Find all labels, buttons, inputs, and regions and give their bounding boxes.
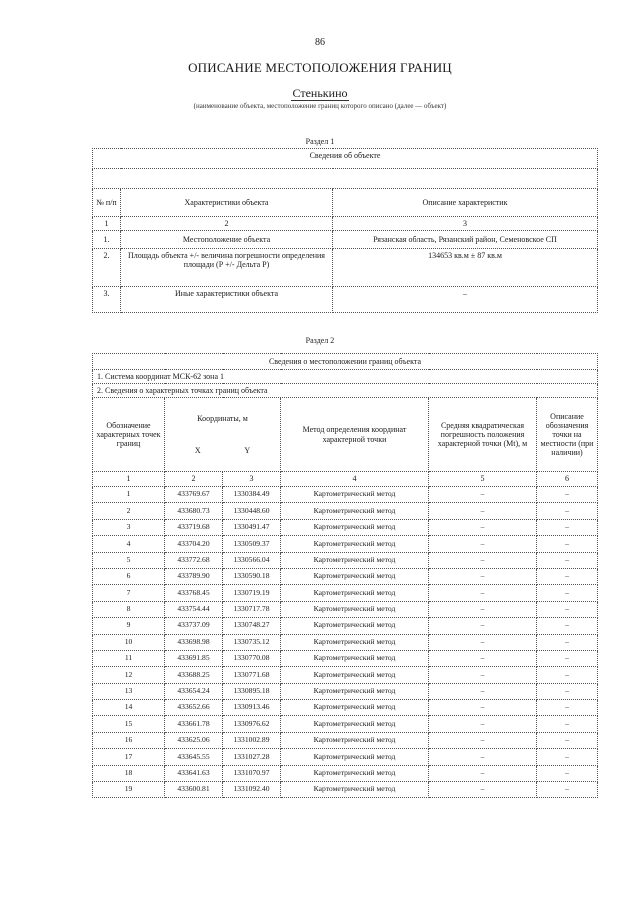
point-number-cell: 12 [93, 667, 165, 683]
point-description-cell: – [537, 700, 598, 716]
x-coordinate-cell: 433768.45 [165, 585, 223, 601]
method-cell: Картометрический метод [281, 749, 429, 765]
point-number-cell: 4 [93, 536, 165, 552]
x-coordinate-cell: 433645.55 [165, 749, 223, 765]
x-coordinate-cell: 433688.25 [165, 667, 223, 683]
point-number-cell: 10 [93, 634, 165, 650]
point-number-cell: 8 [93, 601, 165, 617]
point-description-cell: – [537, 568, 598, 584]
x-coordinate-cell: 433754.44 [165, 601, 223, 617]
error-cell: – [429, 634, 537, 650]
y-coordinate-cell: 1330509.37 [223, 536, 281, 552]
error-cell: – [429, 749, 537, 765]
x-coordinate-cell: 433719.68 [165, 519, 223, 535]
method-cell: Картометрический метод [281, 683, 429, 699]
x-coordinate-cell: 433641.63 [165, 765, 223, 781]
method-cell: Картометрический метод [281, 487, 429, 503]
point-number-cell: 5 [93, 552, 165, 568]
points-body [93, 487, 598, 798]
table-row [93, 585, 598, 601]
point-number-cell: 7 [93, 585, 165, 601]
method-cell: Картометрический метод [281, 716, 429, 732]
col-y-header: Y [244, 445, 251, 455]
point-number-cell: 17 [93, 749, 165, 765]
point-description-cell: – [537, 585, 598, 601]
table-row [93, 536, 598, 552]
point-description-cell: – [537, 519, 598, 535]
table-row [93, 700, 598, 716]
row-value: 134653 кв.м ± 87 кв.м [333, 249, 598, 287]
point-description-cell: – [537, 749, 598, 765]
section1-label: Раздел 1 [305, 137, 335, 146]
y-coordinate-cell: 1330717.78 [223, 601, 281, 617]
section2-header: Сведения о местоположении границ объекта [93, 354, 598, 370]
method-cell: Картометрический метод [281, 519, 429, 535]
point-description-cell: – [537, 601, 598, 617]
x-coordinate-cell: 433698.98 [165, 634, 223, 650]
table-row [93, 618, 598, 634]
table-row [93, 683, 598, 699]
table-row [93, 634, 598, 650]
point-description-cell: – [537, 716, 598, 732]
point-description-cell: – [537, 782, 598, 798]
method-cell: Картометрический метод [281, 552, 429, 568]
point-description-cell: – [537, 683, 598, 699]
x-coordinate-cell: 433661.78 [165, 716, 223, 732]
error-cell: – [429, 568, 537, 584]
point-number-cell: 19 [93, 782, 165, 798]
point-number-cell: 11 [93, 650, 165, 666]
y-coordinate-cell: 1330771.68 [223, 667, 281, 683]
x-coordinate-cell: 433789.90 [165, 568, 223, 584]
method-cell: Картометрический метод [281, 650, 429, 666]
col-index-3: 3 [223, 472, 281, 487]
method-cell: Картометрический метод [281, 503, 429, 519]
method-cell: Картометрический метод [281, 536, 429, 552]
col-index-2: 2 [121, 217, 333, 231]
method-cell: Картометрический метод [281, 568, 429, 584]
error-cell: – [429, 732, 537, 748]
col-point-description-header: Описание обозначения точки на местности (при наличии) [537, 398, 598, 472]
object-info-table [92, 148, 598, 313]
y-coordinate-cell: 1331002.89 [223, 732, 281, 748]
error-cell: – [429, 683, 537, 699]
point-description-cell: – [537, 765, 598, 781]
object-name [0, 86, 640, 101]
table-row [93, 503, 598, 519]
document-title: ОПИСАНИЕ МЕСТОПОЛОЖЕНИЯ ГРАНИЦ [188, 60, 452, 75]
y-coordinate-cell: 1330913.46 [223, 700, 281, 716]
col-number-header: № п/п [93, 189, 121, 217]
x-coordinate-cell: 433625.06 [165, 732, 223, 748]
table-row [93, 716, 598, 732]
coordinates-axes [167, 446, 278, 455]
table-row [93, 749, 598, 765]
point-number-cell: 13 [93, 683, 165, 699]
col-index-6: 6 [537, 472, 598, 487]
x-coordinate-cell: 433691.85 [165, 650, 223, 666]
section1-header: Сведения об объекте [93, 149, 598, 169]
error-cell: – [429, 487, 537, 503]
row-number: 1. [93, 231, 121, 249]
point-number-cell: 15 [93, 716, 165, 732]
point-description-cell: – [537, 634, 598, 650]
col-index-3: 3 [333, 217, 598, 231]
point-number-cell: 6 [93, 568, 165, 584]
point-description-cell: – [537, 503, 598, 519]
x-coordinate-cell: 433772.68 [165, 552, 223, 568]
y-coordinate-cell: 1331070.97 [223, 765, 281, 781]
coordinate-system: 1. Система координат МСК-62 зона 1 [93, 370, 598, 384]
y-coordinate-cell: 1330735.12 [223, 634, 281, 650]
col-index-1: 1 [93, 472, 165, 487]
col-index-2: 2 [165, 472, 223, 487]
section2-label: Раздел 2 [305, 336, 335, 345]
coordinates-title: Координаты, м [197, 414, 248, 424]
row-characteristic: Иные характеристики объекта [121, 287, 333, 313]
y-coordinate-cell: 1330590.18 [223, 568, 281, 584]
col-x-header: X [194, 445, 201, 455]
point-description-cell: – [537, 650, 598, 666]
row-value: – [333, 287, 598, 313]
boundary-points-table [92, 353, 598, 798]
page-number: 86 [315, 37, 325, 48]
point-number-cell: 18 [93, 765, 165, 781]
point-description-cell: – [537, 487, 598, 503]
method-cell: Картометрический метод [281, 732, 429, 748]
method-cell: Картометрический метод [281, 782, 429, 798]
y-coordinate-cell: 1330976.62 [223, 716, 281, 732]
row-number: 3. [93, 287, 121, 313]
y-coordinate-cell: 1330566.04 [223, 552, 281, 568]
y-coordinate-cell: 1331027.28 [223, 749, 281, 765]
table-row [93, 732, 598, 748]
y-coordinate-cell: 1330770.08 [223, 650, 281, 666]
col-method-header: Метод определения координат характерной точки [281, 398, 429, 472]
point-description-cell: – [537, 552, 598, 568]
table-row [93, 782, 598, 798]
points-header: 2. Сведения о характерных точках границ объекта [93, 384, 598, 398]
error-cell: – [429, 618, 537, 634]
point-description-cell: – [537, 618, 598, 634]
x-coordinate-cell: 433704.20 [165, 536, 223, 552]
row-number: 2. [93, 249, 121, 287]
col-index-4: 4 [281, 472, 429, 487]
error-cell: – [429, 601, 537, 617]
error-cell: – [429, 667, 537, 683]
table-row [93, 552, 598, 568]
object-caption: (наименование объекта, местоположение границ которого описано (далее — объект) [193, 102, 447, 110]
x-coordinate-cell: 433654.24 [165, 683, 223, 699]
col-description-header: Описание характеристик [333, 189, 598, 217]
x-coordinate-cell: 433652.66 [165, 700, 223, 716]
table-row [93, 667, 598, 683]
object-name-text: Стенькино [292, 86, 348, 100]
method-cell: Картометрический метод [281, 667, 429, 683]
x-coordinate-cell: 433737.09 [165, 618, 223, 634]
col-index-1: 1 [93, 217, 121, 231]
error-cell: – [429, 650, 537, 666]
error-cell: – [429, 519, 537, 535]
method-cell: Картометрический метод [281, 765, 429, 781]
col-error-header: Средняя квадратическая погрешность положения характерной точки (Мt), м [429, 398, 537, 472]
col-point-header: Обозначение характерных точек границ [93, 398, 165, 472]
x-coordinate-cell: 433680.73 [165, 503, 223, 519]
point-number-cell: 14 [93, 700, 165, 716]
point-description-cell: – [537, 732, 598, 748]
error-cell: – [429, 585, 537, 601]
x-coordinate-cell: 433769.67 [165, 487, 223, 503]
method-cell: Картометрический метод [281, 634, 429, 650]
col-index-5: 5 [429, 472, 537, 487]
section1-spacer [93, 169, 598, 189]
error-cell: – [429, 765, 537, 781]
y-coordinate-cell: 1330719.19 [223, 585, 281, 601]
col-coordinates-header [165, 398, 281, 472]
row-value: Рязанская область, Рязанский район, Семеновское СП [333, 231, 598, 249]
error-cell: – [429, 552, 537, 568]
table-row [93, 650, 598, 666]
error-cell: – [429, 700, 537, 716]
col-characteristic-header: Характеристики объекта [121, 189, 333, 217]
table-row [93, 519, 598, 535]
error-cell: – [429, 503, 537, 519]
table-row [93, 568, 598, 584]
y-coordinate-cell: 1330384.49 [223, 487, 281, 503]
y-coordinate-cell: 1330491.47 [223, 519, 281, 535]
point-number-cell: 3 [93, 519, 165, 535]
y-coordinate-cell: 1331092.40 [223, 782, 281, 798]
table-row [93, 487, 598, 503]
table-row [93, 601, 598, 617]
point-number-cell: 9 [93, 618, 165, 634]
y-coordinate-cell: 1330748.27 [223, 618, 281, 634]
row-characteristic: Местоположение объекта [121, 231, 333, 249]
point-number-cell: 16 [93, 732, 165, 748]
method-cell: Картометрический метод [281, 601, 429, 617]
method-cell: Картометрический метод [281, 700, 429, 716]
point-number-cell: 1 [93, 487, 165, 503]
row-characteristic: Площадь объекта +/- величина погрешности определения площади (Р +/- Дельта Р) [121, 249, 333, 287]
point-description-cell: – [537, 667, 598, 683]
table-row [93, 765, 598, 781]
error-cell: – [429, 716, 537, 732]
error-cell: – [429, 536, 537, 552]
method-cell: Картометрический метод [281, 618, 429, 634]
x-coordinate-cell: 433600.81 [165, 782, 223, 798]
y-coordinate-cell: 1330448.60 [223, 503, 281, 519]
y-coordinate-cell: 1330895.18 [223, 683, 281, 699]
method-cell: Картометрический метод [281, 585, 429, 601]
point-number-cell: 2 [93, 503, 165, 519]
point-description-cell: – [537, 536, 598, 552]
error-cell: – [429, 782, 537, 798]
